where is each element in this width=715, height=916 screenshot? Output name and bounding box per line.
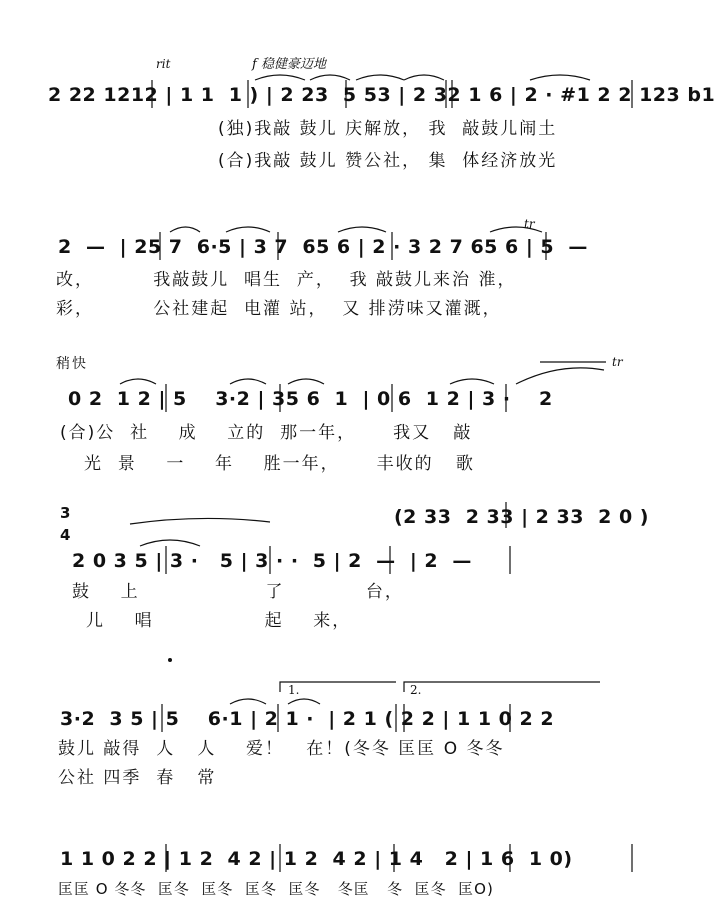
tempo-rit: rit xyxy=(156,57,171,71)
accompaniment-row-4: (2 33 2 33 | 2 33 2 0 ) xyxy=(394,506,649,528)
lyric-row-4-2: 儿 唱 起 来， xyxy=(86,611,352,631)
time-signature-top: 3 xyxy=(60,504,71,522)
lyric-row-5-2: 公社 四季 春 常 xyxy=(58,768,217,788)
notes-row-6: 1 1 0 2 2 | 1 2 4 2 | 1 2 4 2 | 1 4 2 | 1 6 1 0) xyxy=(60,848,573,870)
volta-2: 2. xyxy=(410,683,422,697)
lyric-row-4-1: 鼓 上 了 台， xyxy=(72,582,404,602)
lyric-row-5-1: 鼓儿 敲得 人 人 爱！ 在！(冬冬 匡匡 O 冬冬 xyxy=(58,739,505,759)
volta-1: 1. xyxy=(288,683,300,697)
notes-row-3: 0 2 1 2 | 5 3·2 | 35 6 1 | 0 6 1 2 | 3 · 2 xyxy=(68,388,553,410)
notes-row-4: 2 0 3 5 | 3 · 5 | 3 · · 5 | 2 — | 2 — xyxy=(72,550,472,572)
lyric-row-1-chorus: (合)我敲 鼓儿 赞公社， 集 体经济放光 xyxy=(218,151,558,171)
lyric-row-3-2: 光 景 一 年 胜一年， 丰收的 歌 xyxy=(84,454,475,474)
trill-mark-1: tr xyxy=(524,217,535,231)
lyric-row-2-1: 改， 我敲鼓儿 唱生 产， 我 敲鼓儿来治 淮， xyxy=(56,270,517,290)
expression-mark: f 稳健豪迈地 xyxy=(252,57,326,72)
lyric-row-6: 匡匡 O 冬冬 匡冬 匡冬 匡冬 匡冬 冬匡 冬 匡冬 匡O) xyxy=(58,880,494,898)
lyric-row-3-1: (合)公 社 成 立的 那一年， 我又 敲 xyxy=(60,423,473,443)
notes-row-2: 2 — | 25 7 6·5 | 3 7 65 6 | 2 · 3 2 7 65 6 | 5 — xyxy=(58,236,588,258)
notes-row-1: 2 22 1212 | 1 1 1 ) | 2 23 5 53 | 2 32 1 6 | 2 · #1 2 2 123 b1 xyxy=(48,84,715,106)
time-signature-bottom: 4 xyxy=(60,526,71,544)
tempo-mark: 稍快 xyxy=(56,356,88,372)
lyric-row-1-solo: (独)我敲 鼓儿 庆解放， 我 敲鼓儿闹土 xyxy=(218,119,558,139)
lyric-row-2-2: 彩， 公社建起 电灌 站， 又 排涝味又灌溉， xyxy=(56,299,502,319)
notes-row-5: 3·2 3 5 | 5 6·1 | 2 1 · | 2 1 ( 2 2 | 1 1 0 2 2 xyxy=(60,708,555,730)
trill-mark-2: tr xyxy=(612,355,623,369)
